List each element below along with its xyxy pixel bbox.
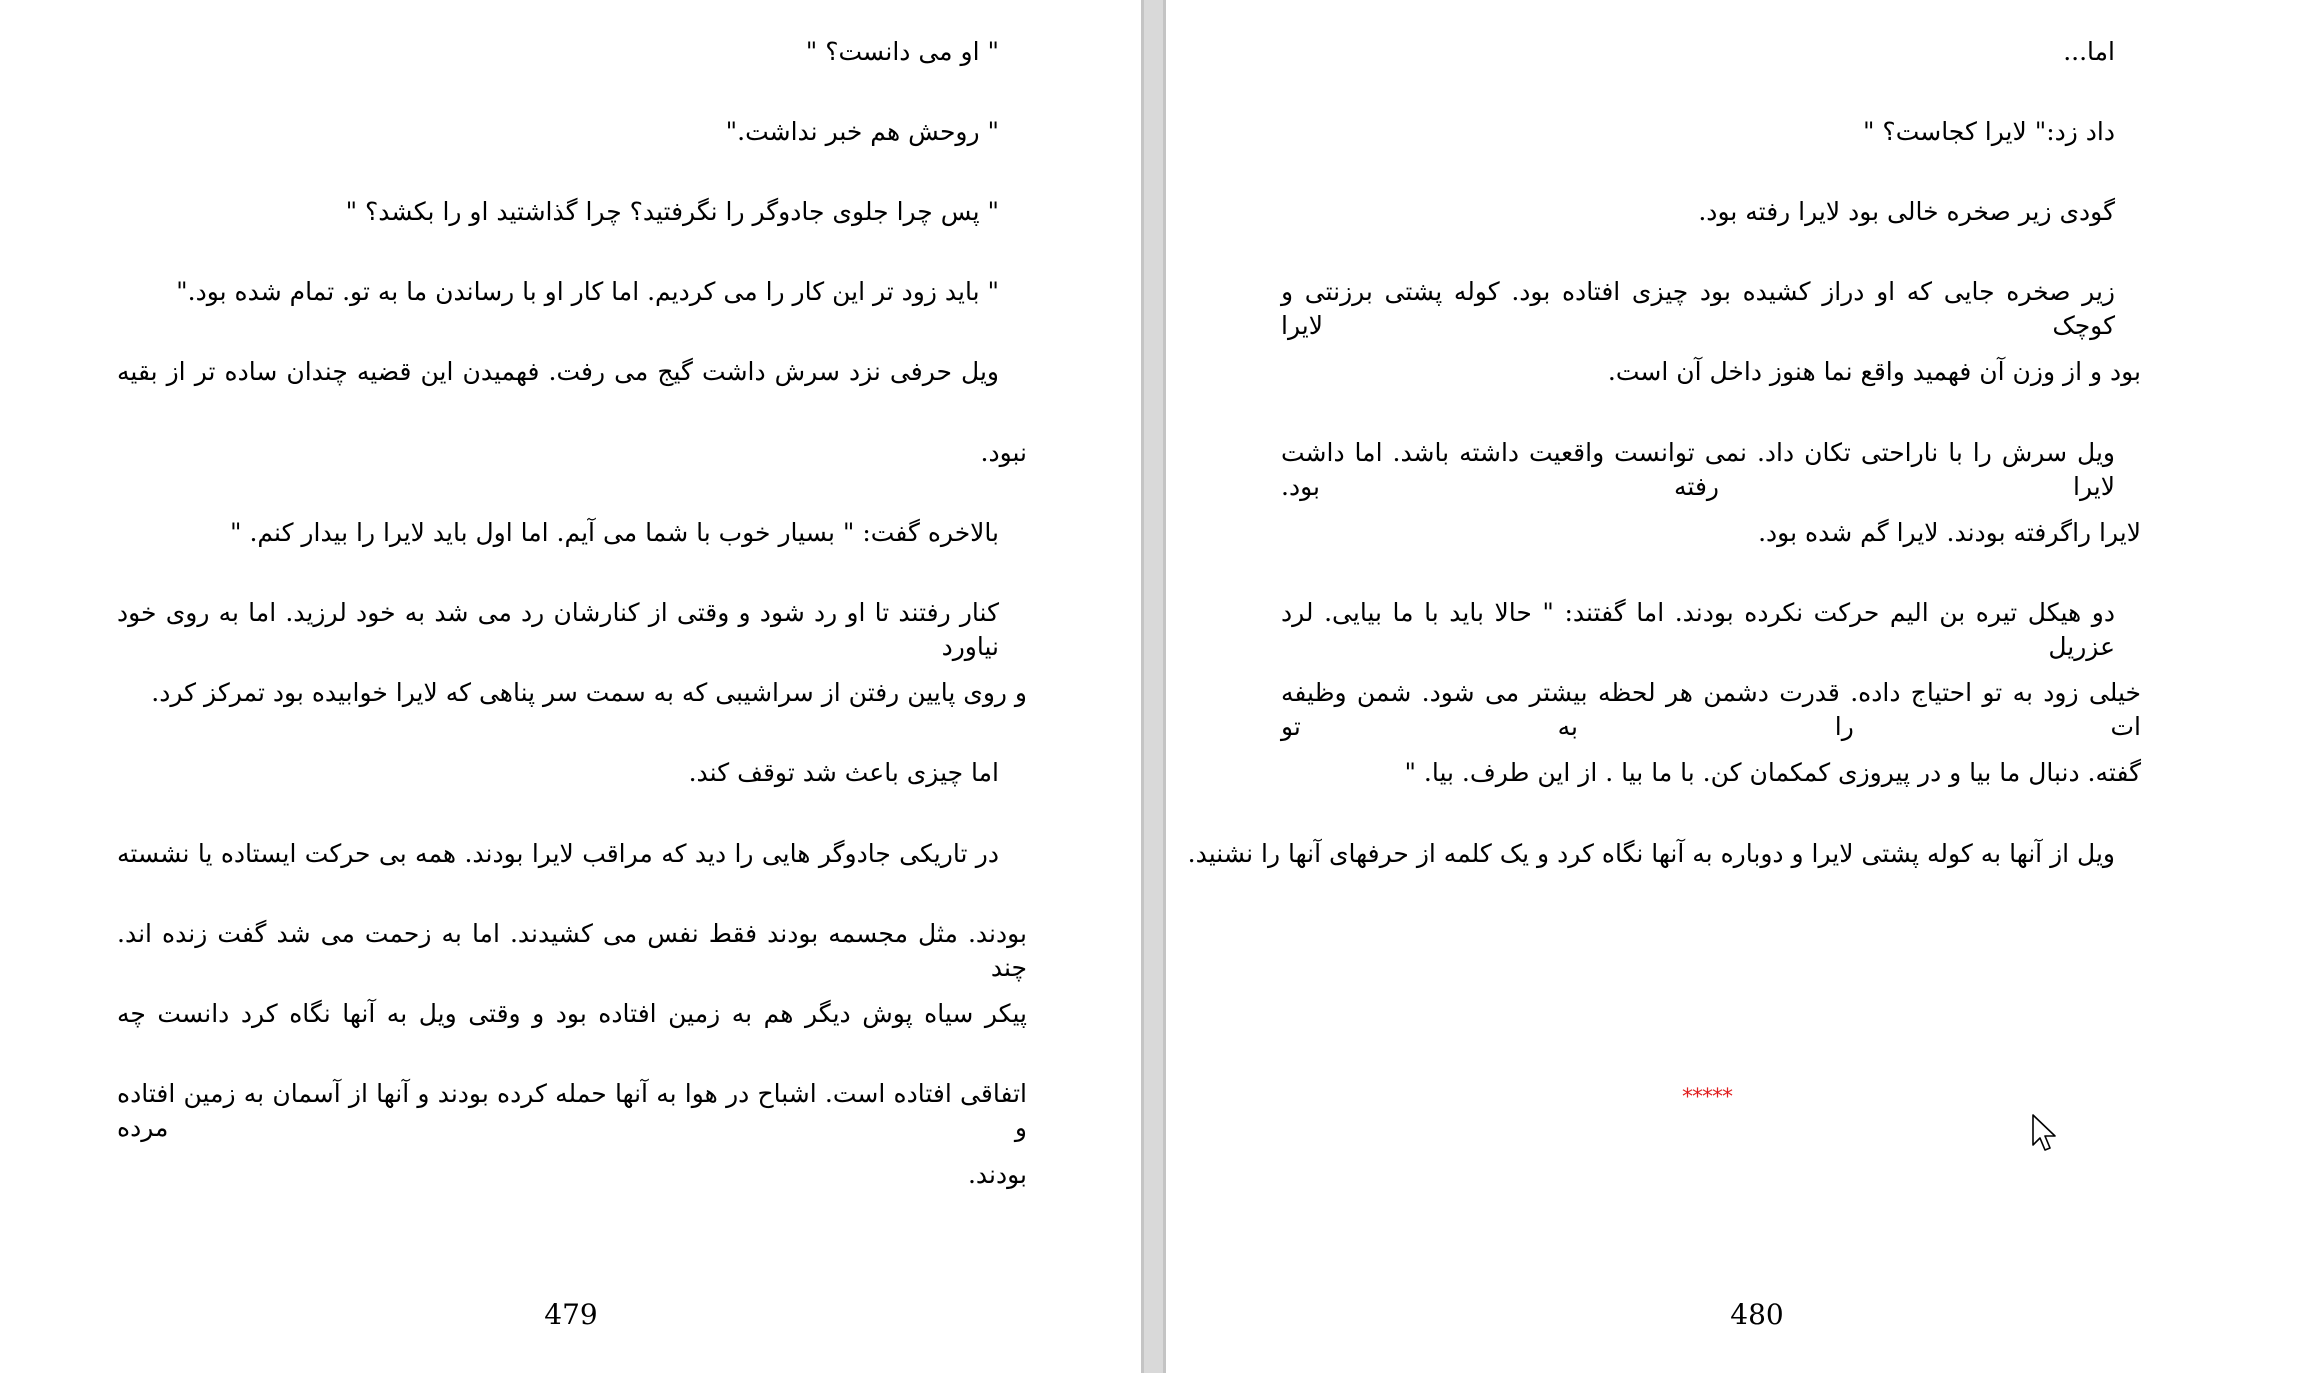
text-line: خیلی زود به تو احتیاج داده. قدرت دشمن هر لحظه بیشتر می شود. شمن وظیفه ات را به تو: [1281, 678, 2141, 741]
mouse-pointer-icon: [2031, 1113, 2057, 1153]
section-break-asterisks: *****: [1682, 1085, 1732, 1110]
text-line: بودند. مثل مجسمه بودند فقط نفس می کشیدند. اما به زحمت می شد گفت زنده اند. چند: [117, 919, 1027, 982]
text-line: پیکر سیاه پوش دیگر هم به زمین افتاده بود و وقتی ویل به آنها نگاه کرد دانست چه: [117, 999, 1027, 1028]
text-line: کنار رفتند تا او رد شود و وقتی از کنارشان رد می شد به خود لرزید. اما به روی خود نیاورد: [117, 598, 999, 661]
text-line: گودی زیر صخره خالی بود لایرا رفته بود.: [1698, 197, 2115, 226]
text-line: لایرا راگرفته بودند. لایرا گم شده بود.: [1758, 518, 2141, 547]
text-line: اما...: [2063, 37, 2115, 66]
text-line: دو هیکل تیره بن الیم حرکت نکرده بودند. اما گفتند: " حالا باید با ما بیایی. لرد عزریل: [1281, 598, 2115, 661]
text-line: اما چیزی باعث شد توقف کند.: [688, 758, 999, 787]
text-line: ویل حرفی نزد سرش داشت گیج می رفت. فهمیدن این قضیه چندان ساده تر از بقیه: [117, 357, 999, 386]
text-line: نبود.: [980, 438, 1027, 467]
page-number: 479: [544, 1298, 598, 1331]
page-gutter: [1141, 0, 1166, 1373]
text-line: در تاریکی جادوگر هایی را دید که مراقب لایرا بودند. همه بی حرکت ایستاده یا نشسته: [117, 839, 999, 868]
text-line: بالاخره گفت: " بسیار خوب با شما می آیم. اما اول باید لایرا را بیدار کنم. ": [230, 518, 999, 547]
text-line: بود و از وزن آن فهمید واقع نما هنوز داخل آن است.: [1607, 357, 2141, 386]
text-line: گفته. دنبال ما بیا و در پیروزی کمکمان کن. با ما بیا . از این طرف. بیا. ": [1404, 758, 2141, 787]
text-line: بودند.: [967, 1160, 1027, 1189]
text-line: زیر صخره جایی که او دراز کشیده بود چیزی افتاده بود. کوله پشتی برزنتی و کوچک لایرا: [1281, 277, 2115, 340]
gutter-edge: [1141, 0, 1144, 1373]
page-number: 480: [1730, 1298, 1784, 1331]
left-page: [0, 0, 1141, 1373]
text-line: " روحش هم خبر نداشت.": [725, 117, 999, 146]
text-line: داد زد:" لایرا کجاست؟ ": [1862, 117, 2115, 146]
text-line: ویل از آنها به کوله پشتی لایرا و دوباره به آنها نگاه کرد و یک کلمه از حرفهای آنها را نشنید.: [1187, 839, 2115, 868]
right-page: [1166, 0, 2313, 1373]
text-line: ویل سرش را با ناراحتی تکان داد. نمی توانست واقعیت داشته باشد. اما داشت لایرا رفته بود.: [1281, 438, 2115, 501]
text-line: " او می دانست؟ ": [805, 37, 999, 66]
text-line: و روی پایین رفتن از سراشیبی که به سمت سر پناهی که لایرا خوابیده بود تمرکز کرد.: [151, 678, 1027, 707]
text-line: " باید زود تر این کار را می کردیم. اما کار او با رساندن ما به تو. تمام شده بود.": [176, 277, 999, 306]
text-line: " پس چرا جلوی جادوگر را نگرفتید؟ چرا گذاشتید او را بکشد؟ ": [345, 197, 999, 226]
text-line: اتفاقی افتاده است. اشباح در هوا به آنها حمله کرده بودند و آنها از آسمان به زمین افتاده و مرده: [117, 1079, 1027, 1142]
